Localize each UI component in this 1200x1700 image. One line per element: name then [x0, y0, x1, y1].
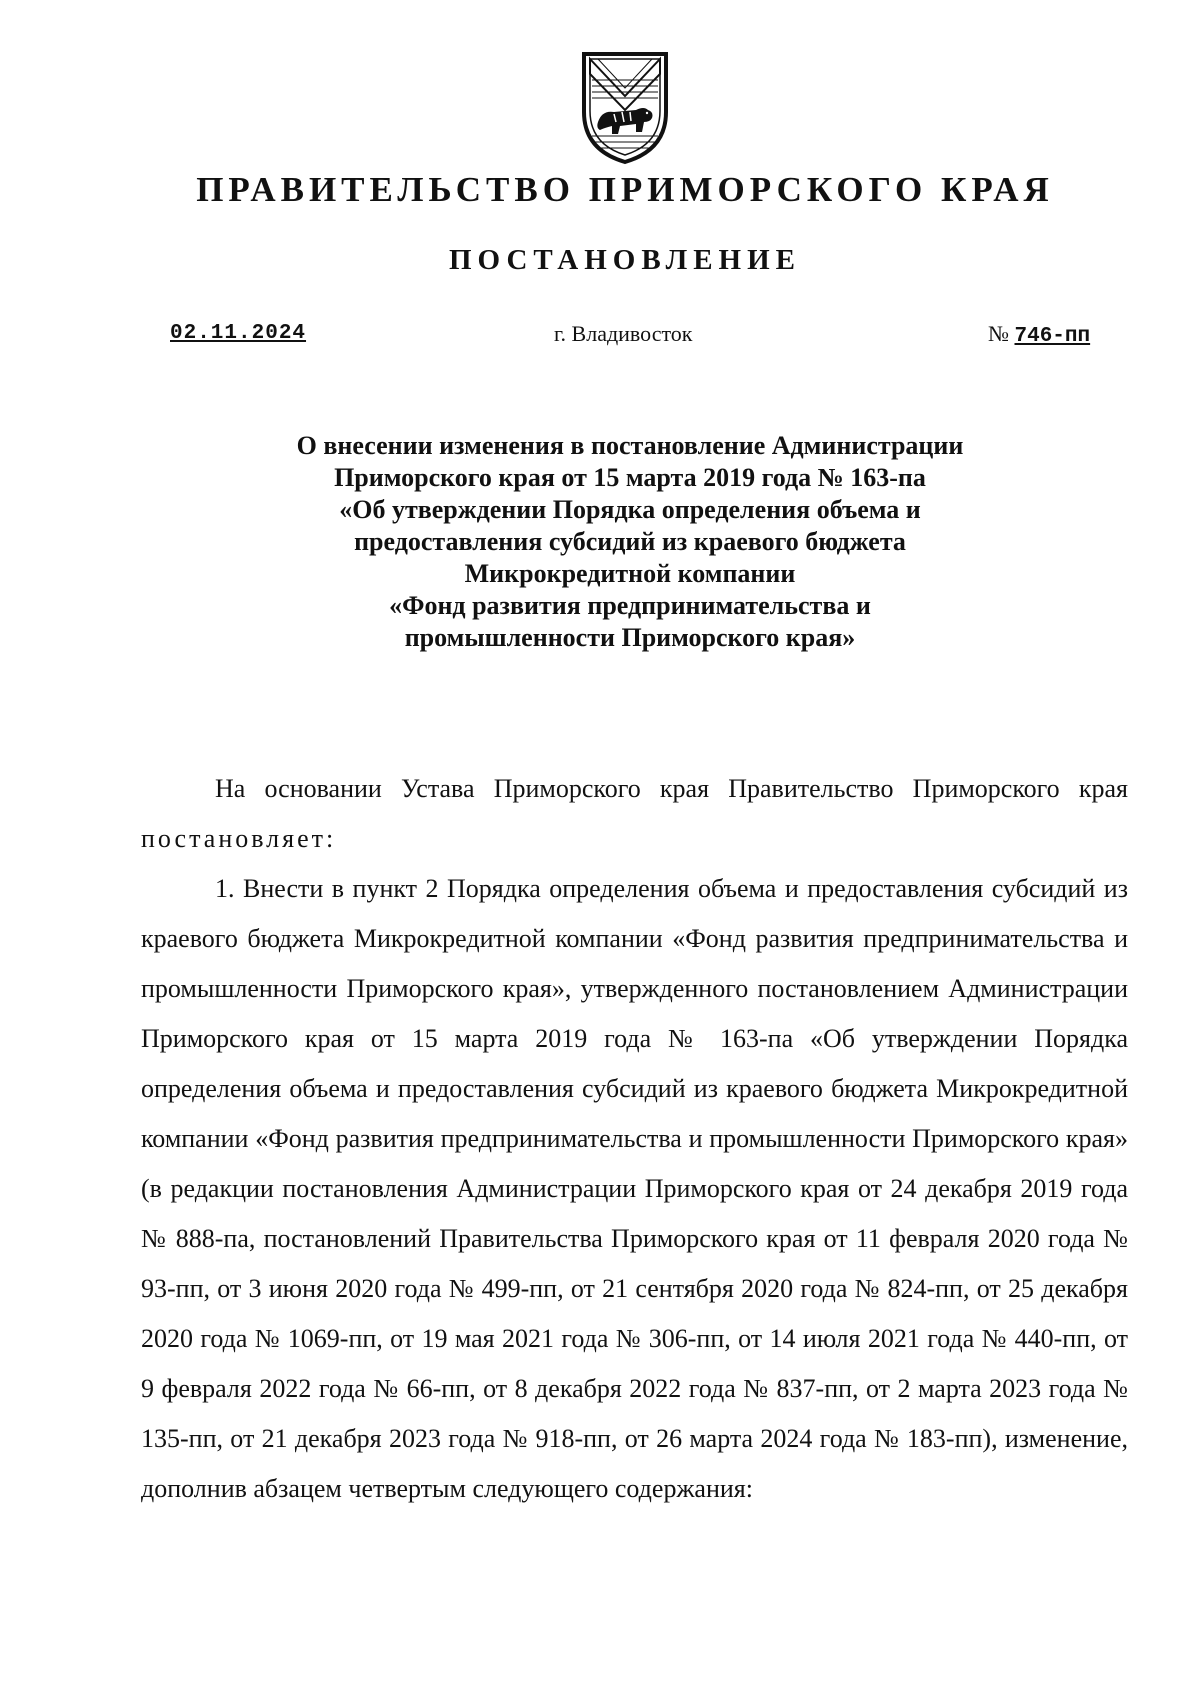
coat-of-arms-icon — [578, 50, 672, 166]
subject-line: предоставления субсидий из краевого бюджета — [354, 527, 906, 556]
preamble-text: На основании Устава Приморского края Правительство Приморского края — [215, 774, 1128, 803]
document-number — [988, 321, 1090, 348]
document-date: 02.11.2024 — [170, 322, 307, 345]
organization-title: ПРАВИТЕЛЬСТВО ПРИМОРСКОГО КРАЯ — [196, 170, 1054, 209]
document-subject — [200, 430, 1060, 654]
body-paragraph — [141, 764, 1128, 864]
subject-line: О внесении изменения в постановление Администрации — [296, 431, 964, 460]
subject-line: Микрокредитной компании — [464, 559, 796, 588]
number-prefix: № — [988, 321, 1009, 346]
subject-line: промышленности Приморского края» — [404, 623, 856, 652]
decree-word: постановляет: — [141, 824, 337, 853]
primorsky-krai-coat-of-arms-icon — [578, 50, 672, 166]
subject-line: «Об утверждении Порядка определения объема и — [339, 495, 921, 524]
document-city: г. Владивосток — [554, 321, 693, 346]
document-body — [141, 764, 1128, 1514]
subject-line: Приморского края от 15 марта 2019 года № 163-па — [334, 463, 926, 492]
subject-line: «Фонд развития предпринимательства и — [389, 591, 871, 620]
body-paragraph: 1. Внести в пункт 2 Порядка определения объема и предоставления субсидий из краевого бюджета Микрокредитной компании «Фонд развития предпринимательства и промышленности Приморского края», утвержденного постановлением Администрации Приморского края от 15 марта 2019 года № 163-па «Об утверждении Порядка определения объема и предоставления субсидий из краевого бюджета Микрокредитной компании «Фонд развития предпринимательства и промышленности Приморского края» (в редакции постановления Администрации Приморского края от 24 декабря 2019 года № 888-па, постановлений Правительства Приморского края от 11 февраля 2020 года № 93-пп, от 3 июня 2020 года № 499-пп, от 21 сентября 2020 года № 824-пп, от 25 декабря 2020 года № 1069-пп, от 19 мая 2021 года № 306-пп, от 14 июля 2021 года № 440-пп, от 9 февраля 2022 года № 66-пп, от 8 декабря 2022 года № 837-пп, от 2 марта 2023 года № 135-пп, от 21 декабря 2023 года № 918-пп, от 26 марта 2024 года № 183-пп), изменение, дополнив абзацем четвертым следующего содержания: — [141, 874, 1128, 1503]
number-value: 746-пп — [1014, 325, 1091, 348]
document-type: ПОСТАНОВЛЕНИЕ — [448, 244, 801, 276]
